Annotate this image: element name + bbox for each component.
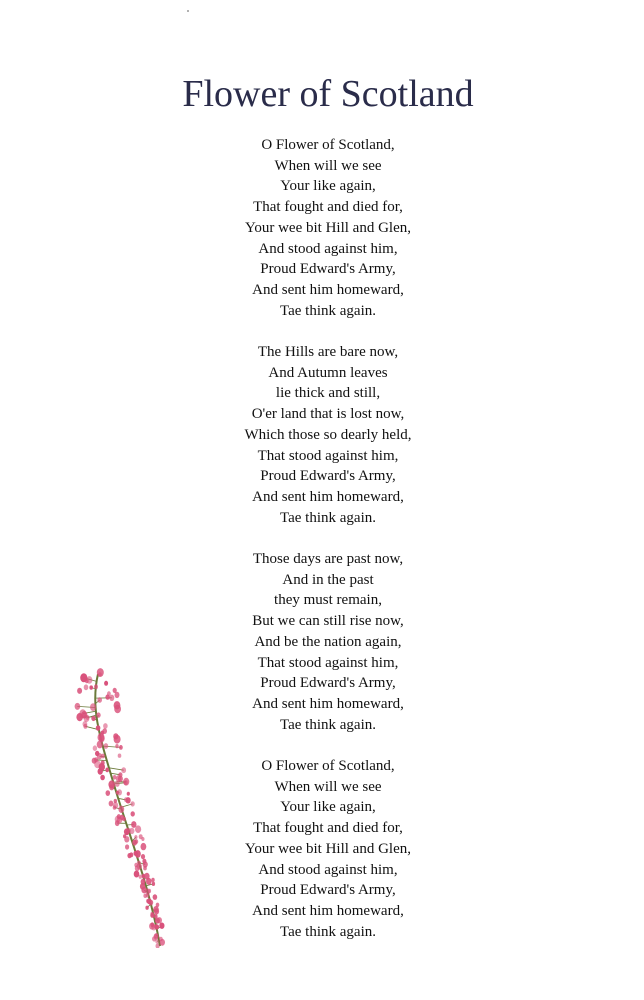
poem-line: That stood against him, xyxy=(257,447,399,464)
poem-line: Your like again, xyxy=(280,799,376,816)
heather-floret xyxy=(134,871,140,878)
heather-floret xyxy=(97,741,103,749)
heather-floret xyxy=(115,744,118,748)
heather-floret xyxy=(109,695,114,701)
poem-line: Tae think again. xyxy=(280,923,376,940)
heather-floret xyxy=(90,703,96,711)
poem-line: When will we see xyxy=(274,778,382,795)
heather-floret xyxy=(141,854,145,859)
heather-floret xyxy=(155,939,159,943)
heather-floret xyxy=(150,912,154,916)
poem-line: Tae think again. xyxy=(280,302,376,319)
heather-floret xyxy=(76,713,83,721)
heather-floret xyxy=(89,685,93,689)
heather-floret xyxy=(125,844,129,849)
heather-floret xyxy=(131,811,135,816)
heather-floret xyxy=(91,716,95,721)
heather-floret xyxy=(115,820,120,826)
poem-line: That stood against him, xyxy=(257,654,399,671)
poem-line: Proud Edward's Army, xyxy=(260,675,396,692)
heather-floret xyxy=(100,775,105,781)
poem-line: And sent him homeward, xyxy=(252,281,404,298)
heather-floret xyxy=(109,784,114,790)
poem-line: lie thick and still, xyxy=(275,385,381,402)
heather-floret xyxy=(127,792,130,796)
heather-floret xyxy=(135,865,140,871)
heather-floret xyxy=(146,893,150,897)
heather-floret xyxy=(152,882,155,886)
heather-floret xyxy=(105,768,109,773)
heather-floret xyxy=(121,767,126,773)
poem-line: That fought and died for, xyxy=(253,820,403,837)
poem-line: That fought and died for, xyxy=(253,199,403,216)
poem-line: And be the nation again, xyxy=(254,633,402,650)
heather-floret xyxy=(124,780,128,785)
heather-floret xyxy=(141,887,146,894)
poem-line: Tae think again. xyxy=(280,509,376,526)
poem-line: Which those so dearly held, xyxy=(244,426,412,443)
heather-floret xyxy=(130,801,134,806)
heather-floret xyxy=(109,801,114,807)
heather-floret xyxy=(123,834,126,838)
poem-line: And stood against him, xyxy=(258,861,398,878)
heather-floret xyxy=(113,805,117,809)
heather-floret xyxy=(115,781,120,787)
heather-floret xyxy=(80,673,87,682)
poem-line: When will we see xyxy=(274,157,382,174)
heather-floret xyxy=(84,715,90,722)
heather-floret xyxy=(127,853,131,858)
poem-line: Those days are past now, xyxy=(252,551,404,568)
heather-floret xyxy=(124,797,128,802)
poem-line: Your wee bit Hill and Glen, xyxy=(245,219,411,236)
poem-line: Proud Edward's Army, xyxy=(260,882,396,899)
heather-floret xyxy=(146,878,152,885)
heather-floret xyxy=(96,712,100,717)
heather-floret xyxy=(151,878,154,882)
poem-line: O Flower of Scotland, xyxy=(261,758,395,775)
heather-floret xyxy=(149,900,154,906)
heather-floret xyxy=(113,775,117,780)
heather-floret xyxy=(118,754,122,758)
poem-line: And sent him homeward, xyxy=(252,695,404,712)
heather-floret xyxy=(119,745,123,750)
heather-floret xyxy=(106,790,111,796)
heather-floret xyxy=(116,791,119,795)
heather-floret xyxy=(135,825,141,833)
heather-floret xyxy=(93,745,97,751)
heather-floret xyxy=(98,733,105,742)
heather-floret xyxy=(160,939,165,946)
heather-floret xyxy=(132,840,137,846)
poem-line: And Autumn leaves xyxy=(268,364,388,381)
heather-floret xyxy=(97,668,104,677)
heather-floret xyxy=(159,923,164,929)
poem-line: But we can still rise now, xyxy=(252,613,404,630)
heather-floret xyxy=(153,894,158,900)
heather-floret xyxy=(120,815,125,821)
heather-floret xyxy=(97,697,102,703)
page-title: Flower of Scotland xyxy=(182,73,474,115)
stanza-1 xyxy=(128,135,528,321)
heather-floret xyxy=(98,768,103,775)
stanza-2 xyxy=(128,342,528,528)
heather-floret xyxy=(105,694,109,699)
heather-floret xyxy=(84,684,89,690)
heather-floret xyxy=(103,723,108,729)
heather-floret xyxy=(96,725,101,731)
poem-line: Your like again, xyxy=(280,178,376,195)
heather-floret xyxy=(151,924,156,930)
heather-floret xyxy=(118,806,124,813)
scan-speck xyxy=(187,10,189,12)
heather-floret xyxy=(115,692,120,698)
heather-floret xyxy=(118,776,123,782)
poem-line: O'er land that is lost now, xyxy=(251,406,405,423)
heather-floret xyxy=(157,917,162,923)
heather-floret xyxy=(141,843,147,850)
poem-line: Your wee bit Hill and Glen, xyxy=(245,840,411,857)
heather-floret xyxy=(104,743,109,749)
heather-floret xyxy=(139,875,142,879)
poem-line: Proud Edward's Army, xyxy=(260,261,396,278)
heather-floret xyxy=(126,828,131,834)
heather-floret xyxy=(83,724,87,729)
heather-floret xyxy=(114,705,121,713)
poem-line: Tae think again. xyxy=(280,716,376,733)
heather-sprig-image xyxy=(60,668,190,948)
heather-floret xyxy=(104,681,108,686)
heather-floret xyxy=(114,735,121,744)
poem-line: O Flower of Scotland, xyxy=(261,137,395,153)
poem-line: The Hills are bare now, xyxy=(257,344,399,361)
heather-floret xyxy=(134,835,137,839)
heather-floret xyxy=(94,684,98,689)
poem-line: And sent him homeward, xyxy=(252,902,404,919)
heather-floret xyxy=(141,837,144,841)
poem-line: And sent him homeward, xyxy=(252,488,404,505)
heather-floret xyxy=(75,703,81,710)
heather-floret xyxy=(153,906,159,913)
poem-line: they must remain, xyxy=(274,592,382,609)
heather-floret xyxy=(134,851,138,856)
poem-line: Proud Edward's Army, xyxy=(260,468,396,485)
heather-floret xyxy=(145,906,148,910)
heather-floret xyxy=(77,688,82,694)
poem-line: And stood against him, xyxy=(258,240,398,257)
poem-line: And in the past xyxy=(282,571,374,588)
heather-floret xyxy=(143,866,147,870)
